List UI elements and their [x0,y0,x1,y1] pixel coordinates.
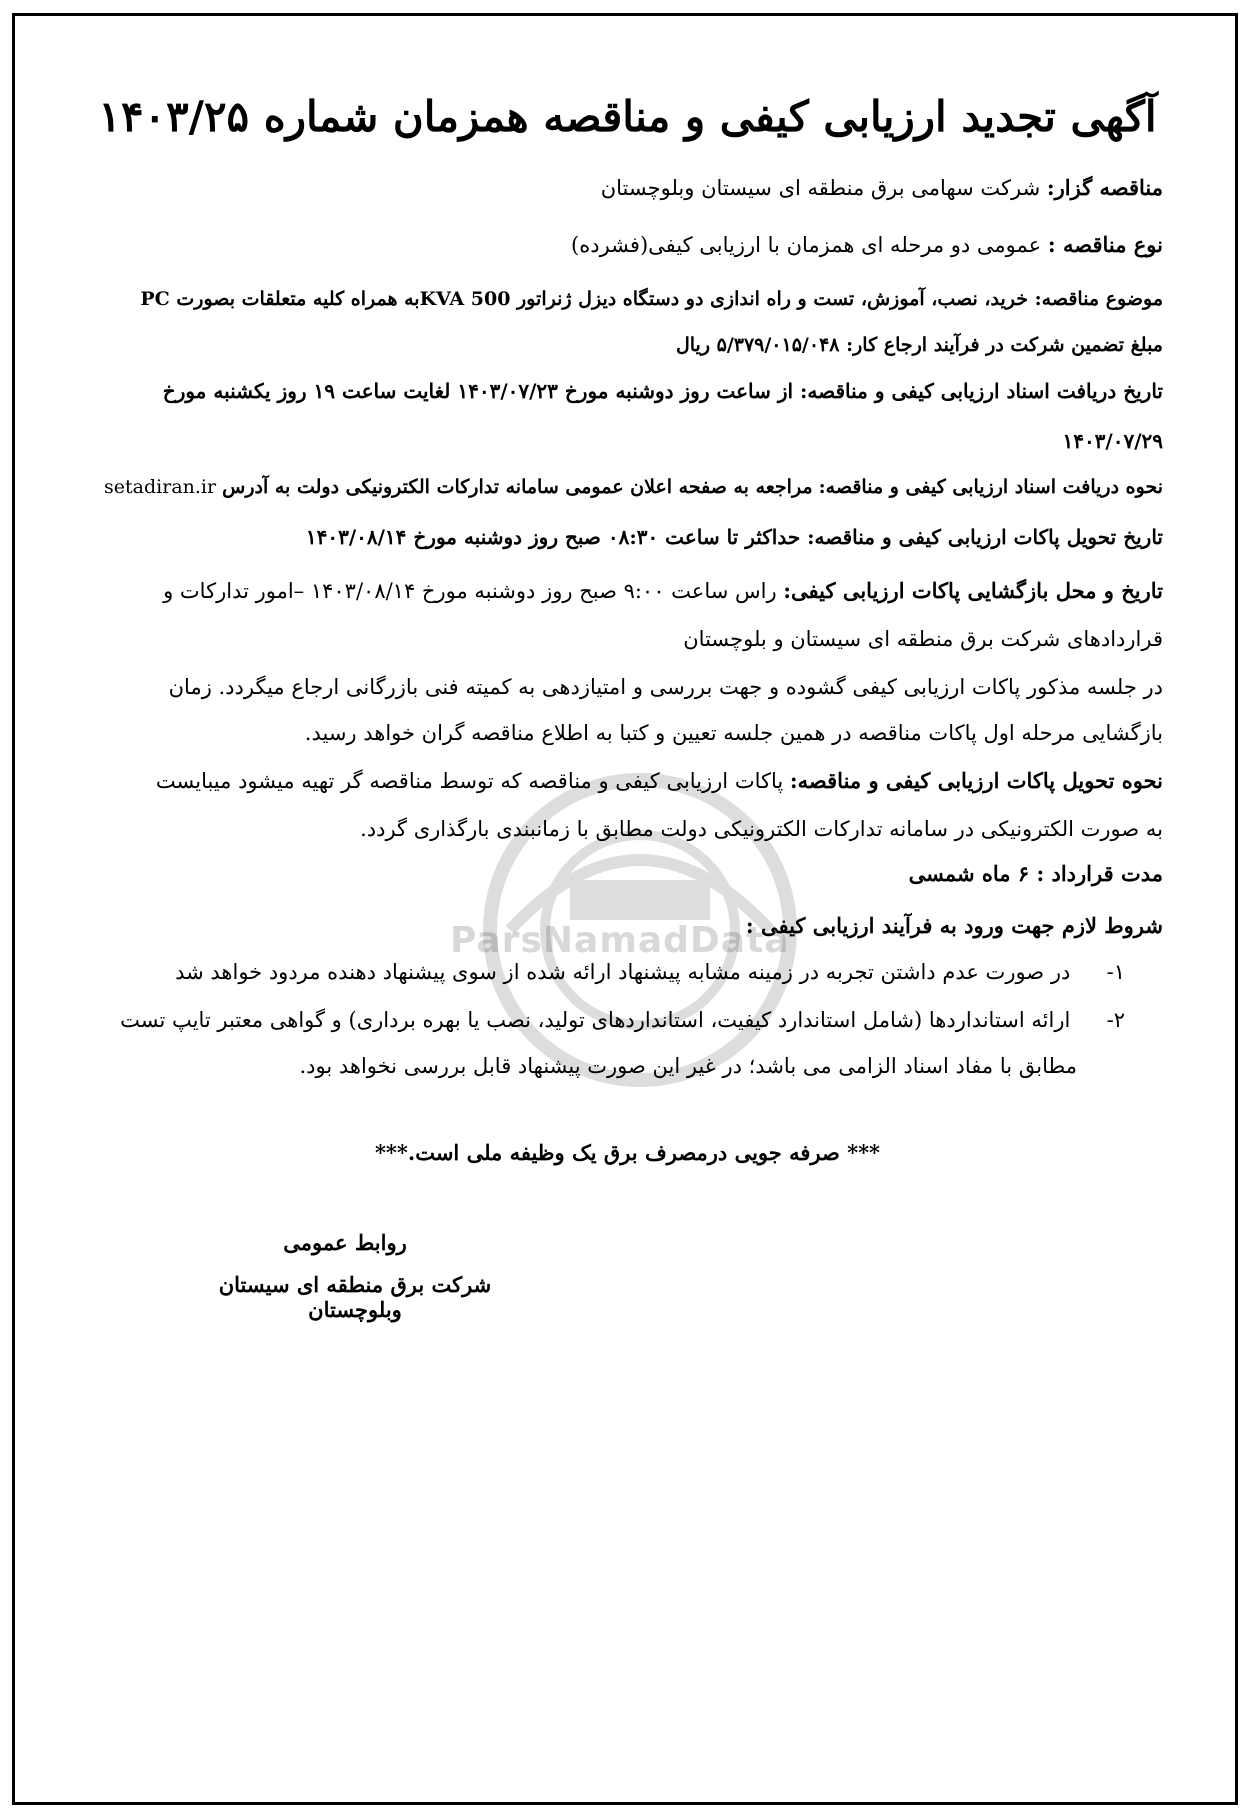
delivery-method-value-2: به صورت الکترونیکی در سامانه تدارکات الکترونیکی دولت مطابق با زمانبندی بارگذاری گردد. [360,817,1163,841]
delivery-date-line [100,514,1163,560]
opening-value: راس ساعت ۹:۰۰ صبح روز دوشنبه مورخ ۱۴۰۳/۰۸/۱۴ –امور تدارکات و [163,579,777,603]
contract-duration-label: مدت قرارداد : [1036,861,1163,886]
delivery-method-label: نحوه تحویل پاکات ارزیابی کیفی و مناقصه: [789,768,1163,793]
receive-date-value-2: ۱۴۰۳/۰۷/۲۹ [1062,429,1163,453]
contract-duration-line [100,851,1163,897]
delivery-method-line [100,758,1163,804]
receive-method-value: مراجعه به صفحه اعلان عمومی سامانه تدارکات الکترونیکی دولت به آدرس [222,476,813,498]
receive-date-value: از ساعت روز دوشنبه مورخ ۱۴۰۳/۰۷/۲۳ لغایت ساعت ۱۹ روز یکشنبه مورخ [162,379,794,403]
guarantee-label: مبلغ تضمین شرکت در فرآیند ارجاع کار: [846,334,1163,356]
session-line-2: بازگشایی مرحله اول پاکات مناقصه در همین جلسه تعیین و کتبا به اطلاع مناقصه گران خواهد رسید. [304,721,1163,745]
delivery-date-label: تاریخ تحویل پاکات ارزیابی کیفی و مناقصه: [807,525,1163,549]
condition-text: ارائه استانداردها (شامل استاندارد کیفیت، استانداردهای تولید، نصب یا بهره برداری) و گواهی معتبر تایپ تست [120,1008,1071,1032]
tender-type-line [100,222,1163,268]
tender-issuer-line [100,165,1163,211]
receive-date-line [100,368,1163,414]
opening-label: تاریخ و محل بازگشایی پاکات ارزیابی کیفی: [783,578,1163,603]
receive-method-label: نحوه دریافت اسناد ارزیابی کیفی و مناقصه: [818,476,1163,498]
opening-value-2: قراردادهای شرکت برق منطقه ای سیستان و بلوچستان [683,627,1163,651]
slogan: *** صرفه جویی درمصرف برق یک وظیفه ملی است.*** [374,1140,881,1165]
subject-value: خرید، نصب، آموزش، تست و راه اندازی دو دستگاه دیزل ژنراتور 500 KVAبه همراه کلیه متعلقات بصورت PC [140,288,1029,310]
session-line-1: در جلسه مذکور پاکات ارزیابی کیفی گشوده و جهت بررسی و امتیازدهی به کمیته فنی بازرگانی ارجاع میگردد. زمان [168,675,1163,699]
delivery-method-line-2 [100,806,1163,852]
condition-item-2-line-2: مطابق با مفاد اسناد الزامی می باشد؛ در غیر این صورت پیشنهاد قابل بررسی نخواهد بود. [299,1054,1077,1078]
delivery-method-value: پاکات ارزیابی کیفی و مناقصه که توسط مناقصه گر تهیه میشود میبایست [155,769,784,793]
page-title: آگهی تجدید ارزیابی کیفی و مناقصه همزمان شماره ۱۴۰۳/۲۵ [98,92,1157,141]
watermark-text: ParsNamadData [450,920,790,961]
contract-duration-value: ۶ ماه شمسی [908,861,1030,886]
signature-dept: روابط عمومی [283,1230,407,1255]
condition-item-1 [100,949,1125,995]
website-link[interactable]: setadiran.ir [104,476,217,498]
tender-type-label: نوع مناقصه : [1047,232,1163,257]
delivery-date-value: حداکثر تا ساعت ۰۸:۳۰ صبح روز دوشنبه مورخ ۱۴۰۳/۰۸/۱۴ [305,525,801,549]
tender-issuer-label: مناقصه گزار: [1046,175,1163,200]
subject-label: موضوع مناقصه: [1034,288,1163,310]
condition-text: در صورت عدم داشتن تجربه در زمینه مشابه پیشنهاد ارائه شده از سوی پیشنهاد دهنده مردود خواهد شد [175,960,1071,984]
guarantee-value: ۵/۳۷۹/۰۱۵/۰۴۸ ریال [675,334,840,356]
conditions-heading: شروط لازم جهت ورود به فرآیند ارزیابی کیفی : [745,913,1163,938]
condition-number: ۲- [1106,1008,1125,1032]
condition-number: ۱- [1106,960,1125,984]
opening-line [100,568,1163,614]
condition-item-2 [100,997,1125,1043]
tender-type-value: عمومی دو مرحله ای همزمان با ارزیابی کیفی(فشرده) [571,233,1042,257]
receive-date-label: تاریخ دریافت اسناد ارزیابی کیفی و مناقصه: [800,379,1163,403]
receive-method-line [100,464,1163,510]
opening-line-2 [100,616,1163,662]
signature-company: شرکت برق منطقه ای سیستان وبلوچستان [218,1272,492,1322]
tender-issuer-value: شرکت سهامی برق منطقه ای سیستان وبلوچستان [600,176,1041,200]
guarantee-line [100,322,1163,368]
subject-line [100,276,1163,322]
receive-date-line-2 [100,418,1163,464]
